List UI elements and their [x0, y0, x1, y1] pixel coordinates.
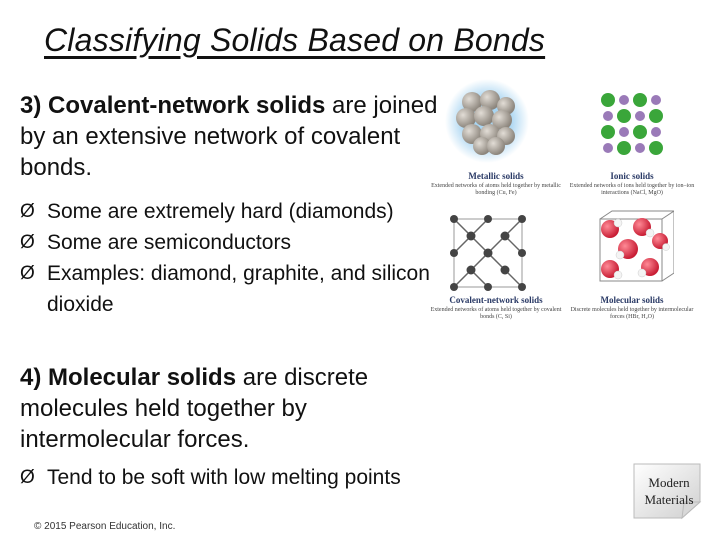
- ionic-caption-text: Extended networks of ions held together by ion–ion interactions (NaCl, MgO): [569, 183, 695, 196]
- arrow-bullet-icon: Ø: [20, 201, 35, 222]
- list-item: Ø Some are extremely hard (diamonds): [20, 196, 430, 227]
- copyright-footer: © 2015 Pearson Education, Inc.: [34, 521, 176, 532]
- metallic-caption-title: Metallic solids: [468, 171, 524, 181]
- chapter-badge: [632, 462, 702, 520]
- arrow-bullet-icon: Ø: [20, 232, 35, 253]
- section-4-text: are discrete molecules held together by intermolecular forces.: [20, 364, 369, 453]
- molecular-caption-title: Molecular solids: [600, 295, 664, 305]
- covalent-caption-text: Extended networks of atoms held together by covalent bonds (C, Si): [430, 307, 562, 320]
- list-item: Ø Tend to be soft with low melting points: [20, 462, 430, 493]
- section-3-lead: [20, 90, 440, 183]
- covalent-caption-title: Covalent-network solids: [449, 295, 543, 305]
- covalent-network-panel: [428, 203, 564, 328]
- section-3-bullets: [20, 196, 430, 320]
- section-4-lead: [20, 362, 450, 455]
- section-3-text: are joined by an extensive network of covalent bonds.: [20, 92, 438, 181]
- section-4-bullets: [20, 462, 430, 493]
- covalent-lattice-icon: [446, 211, 530, 295]
- metallic-solids-panel: [428, 78, 564, 203]
- section-4-heading: 4) Molecular solids: [20, 364, 237, 391]
- ionic-solids-panel: [564, 78, 700, 203]
- molecular-caption-text: Discrete molecules held together by intermolecular forces (HBr, H₂O): [570, 307, 694, 320]
- metallic-lattice-icon: [444, 78, 530, 164]
- solid-types-figure: [428, 78, 700, 328]
- arrow-bullet-icon: Ø: [20, 467, 35, 488]
- ionic-lattice-icon: [596, 88, 672, 164]
- list-item: Ø Examples: diamond, graphite, and silicon dioxide: [20, 258, 430, 320]
- ionic-caption-title: Ionic solids: [610, 171, 654, 181]
- list-item: Ø Some are semiconductors: [20, 227, 430, 258]
- arrow-bullet-icon: Ø: [20, 263, 35, 284]
- molecular-lattice-icon: [590, 209, 674, 293]
- badge-label: Modern Materials: [644, 475, 694, 507]
- metallic-caption-text: Extended networks of atoms held together by metallic bonding (Cu, Fe): [431, 183, 561, 196]
- slide-title: Classifying Solids Based on Bonds: [44, 22, 546, 58]
- molecular-solids-panel: [564, 203, 700, 328]
- section-3-heading: 3) Covalent-network solids: [20, 92, 326, 119]
